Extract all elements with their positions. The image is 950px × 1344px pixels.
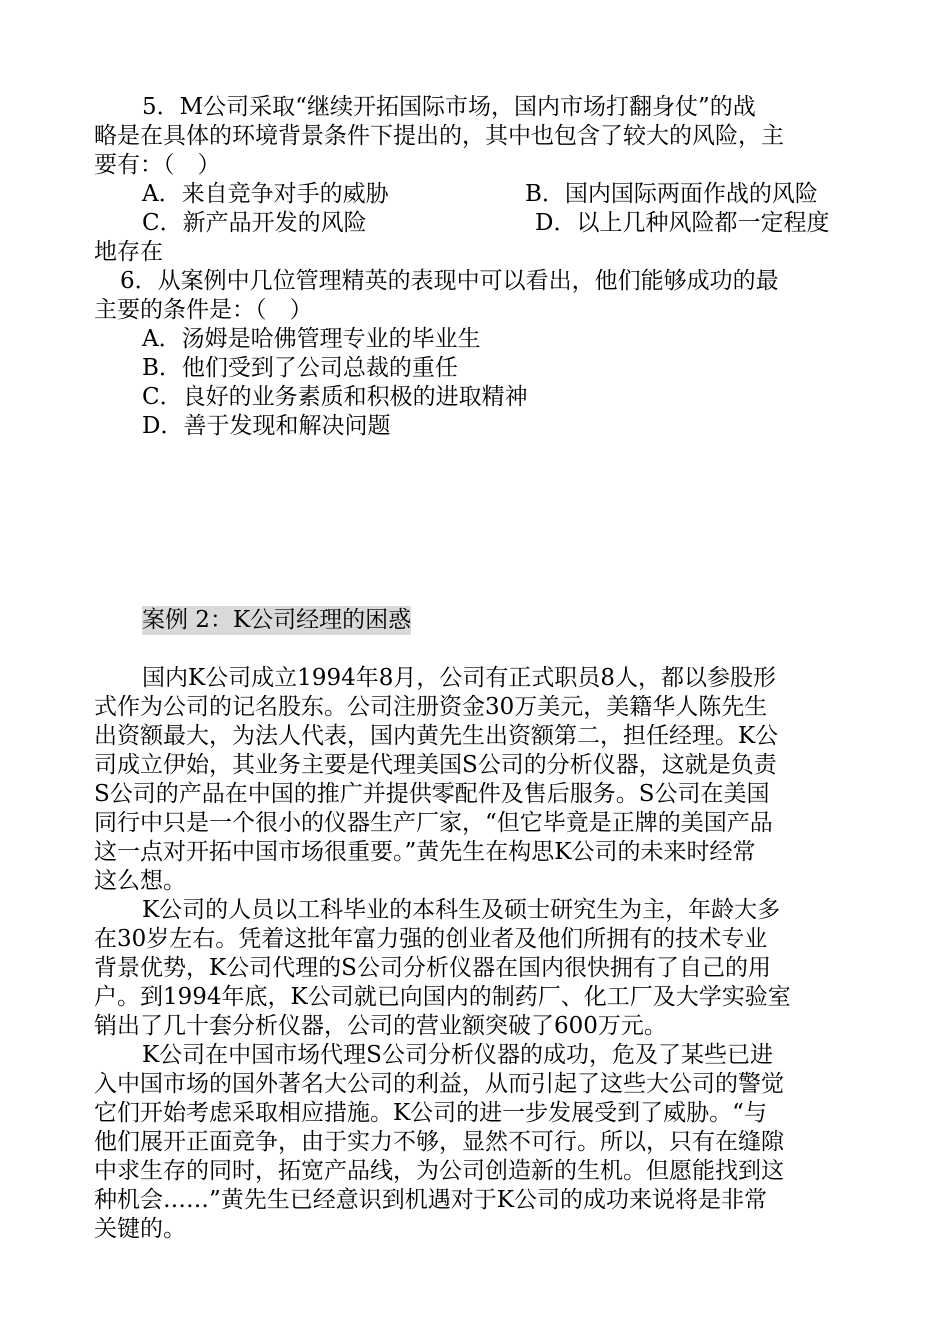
case-2-paragraph-1-line: 同行中只是一个很小的仪器生产厂家，“但它毕竟是正牌的美国产品	[94, 810, 773, 836]
q6-option-c: C．良好的业务素质和积极的进取精神	[142, 384, 528, 410]
q5-stem-line-1: 5．M公司采取“继续开拓国际市场，国内市场打翻身仗”的战	[142, 94, 756, 120]
case-2-paragraph-3-line: 它们开始考虑采取相应措施。K公司的进一步发展受到了威胁。“与	[94, 1100, 767, 1126]
q5-option-a: A．来自竞争对手的威胁	[142, 181, 389, 207]
case-2-paragraph-3-line: K公司在中国市场代理S公司分析仪器的成功，危及了某些已进	[142, 1042, 773, 1068]
case-2-paragraph-1-line: 司成立伊始，其业务主要是代理美国S公司的分析仪器，这就是负责	[94, 752, 777, 778]
q6-stem-line-1: 6．从案例中几位管理精英的表现中可以看出，他们能够成功的最	[120, 268, 779, 294]
q5-option-d: D．以上几种风险都一定程度	[535, 210, 830, 236]
q6-stem-line-2: 主要的条件是：（ ）	[94, 297, 313, 323]
q5-option-d-continued: 地存在	[94, 239, 163, 265]
case-2-paragraph-2-line: K公司的人员以工科毕业的本科生及硕士研究生为主，年龄大多	[142, 897, 781, 923]
case-2-paragraph-3-line: 关键的。	[94, 1216, 186, 1242]
case-2-paragraph-2-line: 背景优势，K公司代理的S公司分析仪器在国内很快拥有了自己的用	[94, 955, 771, 981]
case-2-paragraph-1-line: 式作为公司的记名股东。公司注册资金30万美元，美籍华人陈先生	[94, 694, 768, 720]
case-2-paragraph-3-line: 中求生存的同时，拓宽产品线，为公司创造新的生机。但愿能找到这	[94, 1158, 784, 1184]
q5-stem-line-3: 要有：（ ）	[94, 152, 221, 178]
case-2-paragraph-2-line: 销出了几十套分析仪器，公司的营业额突破了600万元。	[94, 1013, 667, 1039]
q6-option-a: A．汤姆是哈佛管理专业的毕业生	[142, 326, 481, 352]
q5-option-b: B．国内国际两面作战的风险	[525, 181, 818, 207]
q5-stem-line-2: 略是在具体的环境背景条件下提出的，其中也包含了较大的风险，主	[94, 123, 784, 149]
case-2-paragraph-3-line: 种机会……”黄先生已经意识到机遇对于K公司的成功来说将是非常	[94, 1187, 767, 1213]
q5-option-c: C．新产品开发的风险	[142, 210, 367, 236]
case-2-paragraph-1-line: 出资额最大，为法人代表，国内黄先生出资额第二，担任经理。K公	[94, 723, 779, 749]
case-2-paragraph-1-line: S公司的产品在中国的推广并提供零配件及售后服务。S公司在美国	[94, 781, 770, 807]
case-2-paragraph-3-line: 入中国市场的国外著名大公司的利益，从而引起了这些大公司的警觉	[94, 1071, 784, 1097]
q6-option-d: D．善于发现和解决问题	[142, 413, 391, 439]
case-2-paragraph-2-line: 户。到1994年底，K公司就已向国内的制药厂、化工厂及大学实验室	[94, 984, 791, 1010]
case-2-paragraph-1-line: 这么想。	[94, 868, 186, 894]
case-2-paragraph-1-line: 国内K公司成立1994年8月，公司有正式职员8人，都以参股形	[142, 665, 776, 691]
q6-option-b: B．他们受到了公司总裁的重任	[142, 355, 458, 381]
case-2-paragraph-3-line: 他们展开正面竞争，由于实力不够，显然不可行。所以，只有在缝隙	[94, 1129, 784, 1155]
case-2-paragraph-1-line: 这一点对开拓中国市场很重要。”黄先生在构思K公司的未来时经常	[94, 839, 756, 865]
case-2-paragraph-2-line: 在30岁左右。凭着这批年富力强的创业者及他们所拥有的技术专业	[94, 926, 768, 952]
case-2-heading: 案例 2：K公司经理的困惑	[142, 607, 412, 633]
